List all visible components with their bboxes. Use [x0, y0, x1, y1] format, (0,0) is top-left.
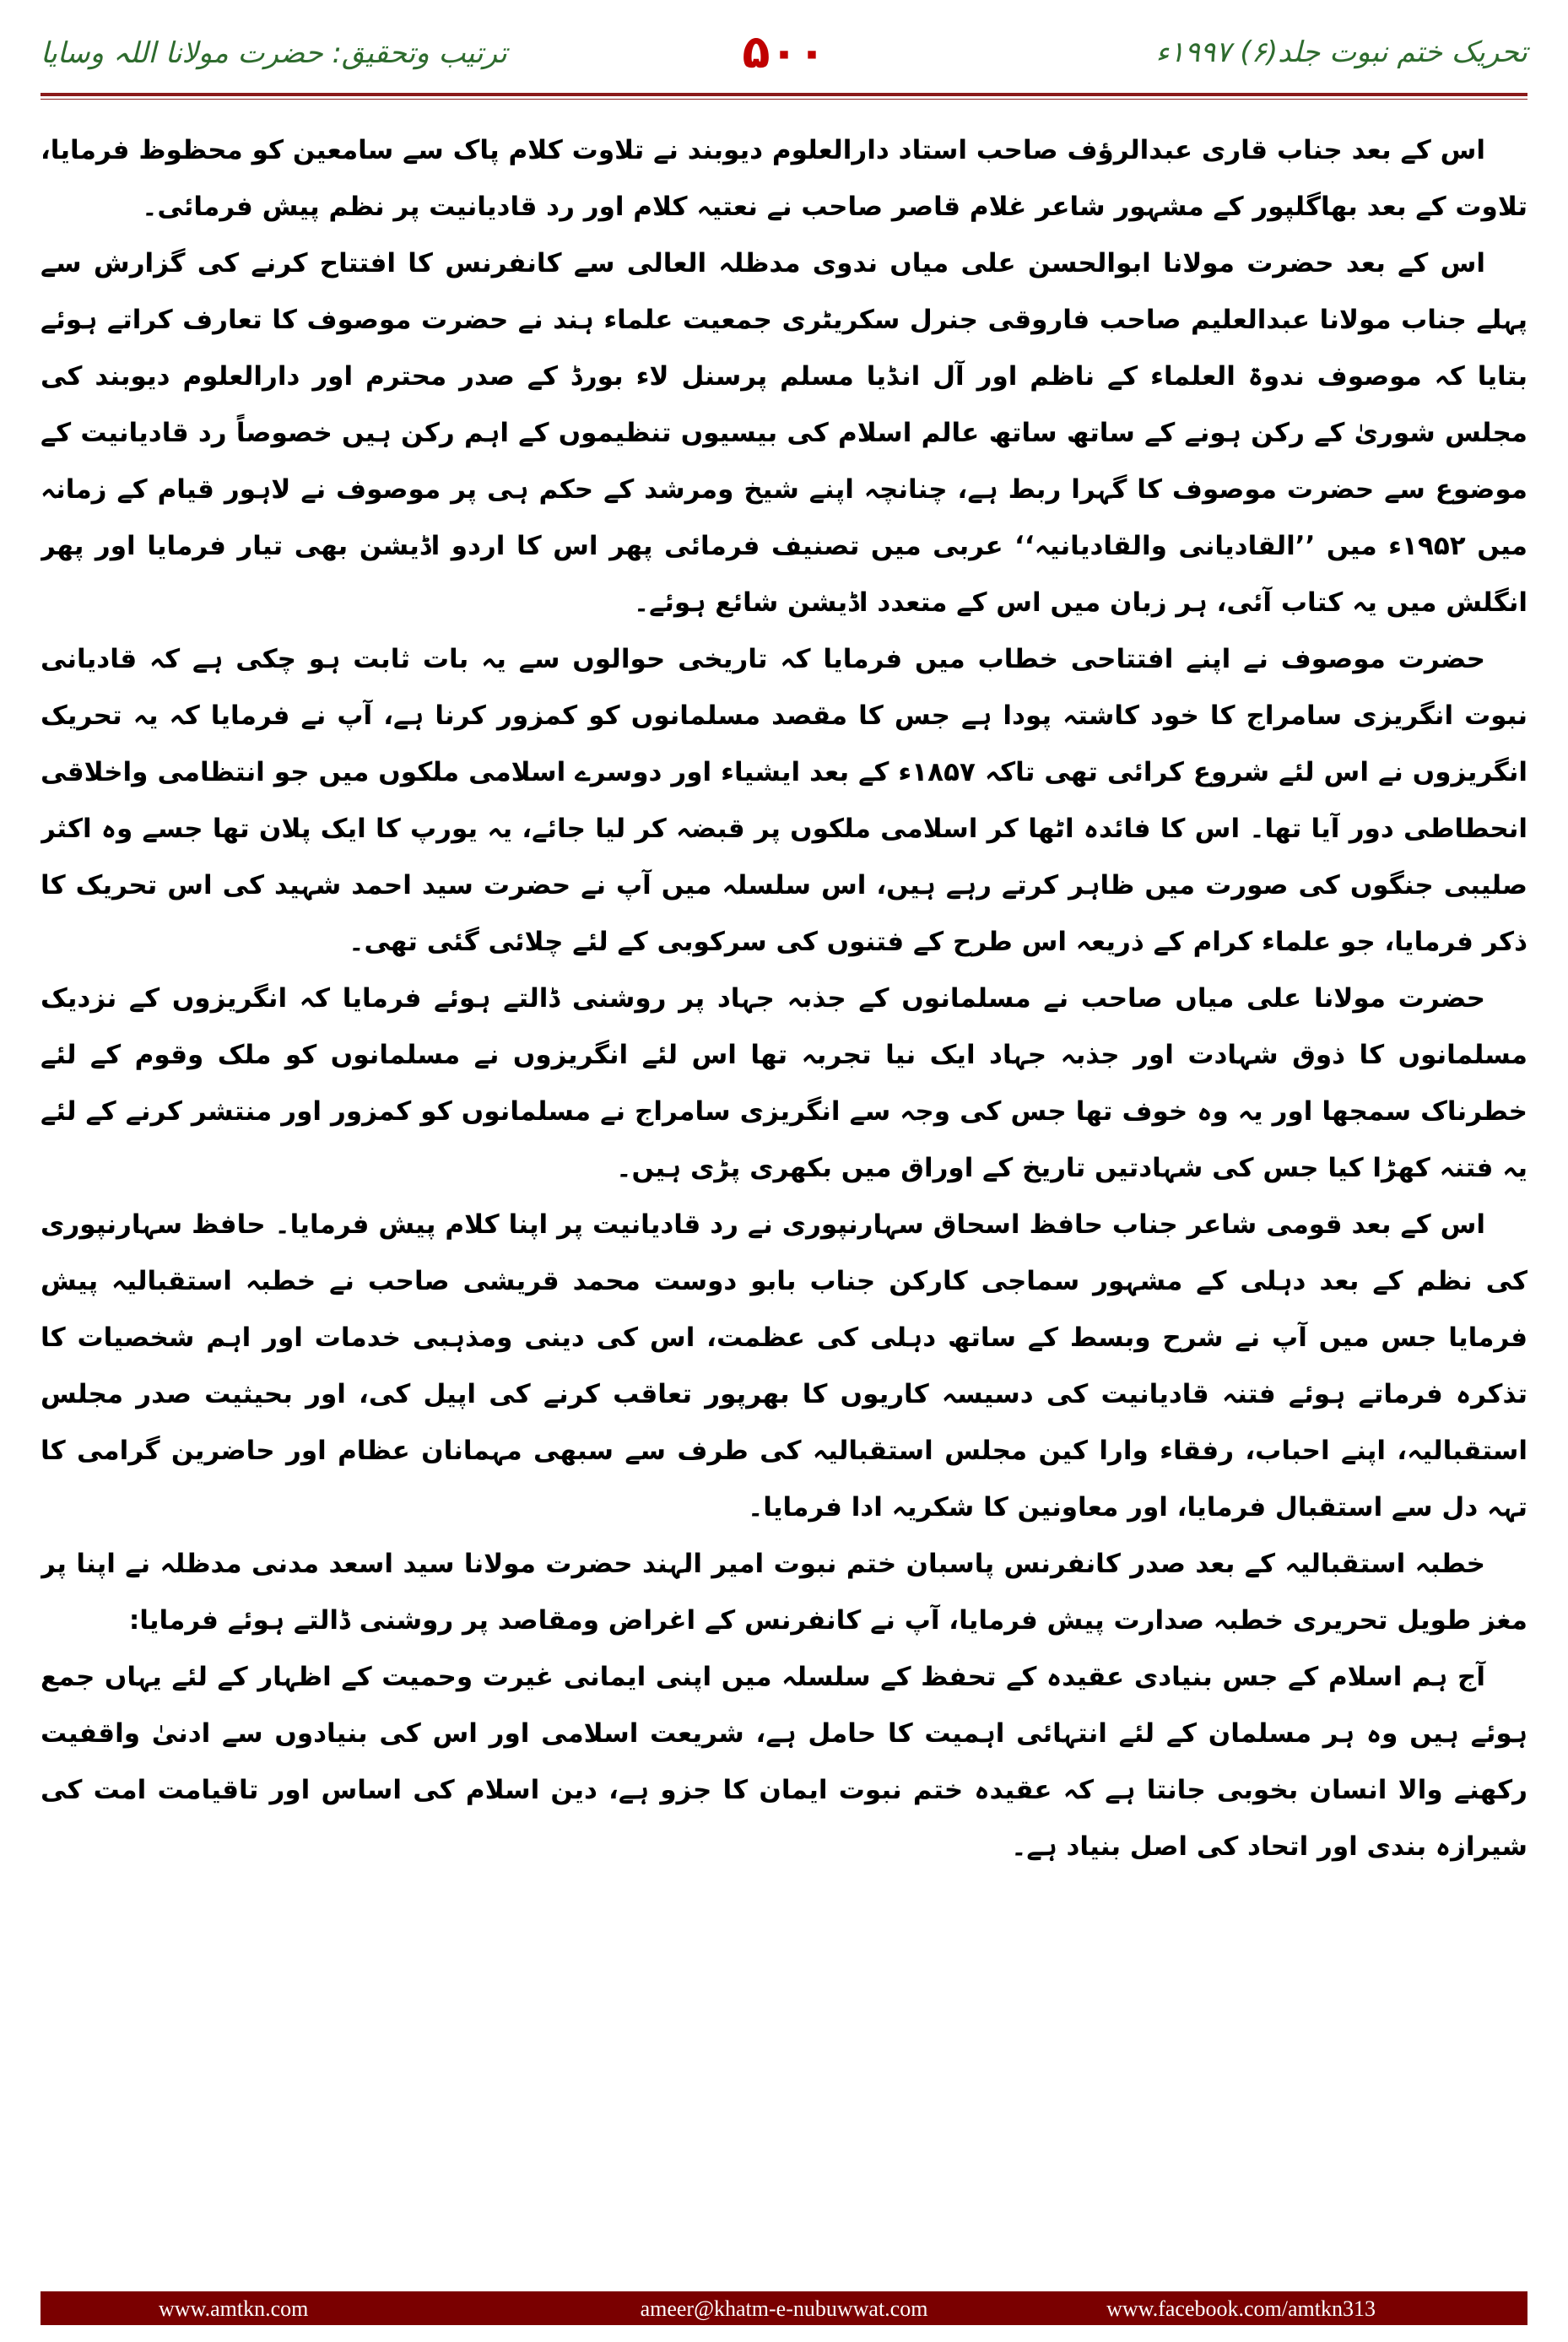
- header-compiler: ترتیب وتحقیق: حضرت مولانا اللہ وسایا: [41, 36, 507, 70]
- paragraph: اس کے بعد قومی شاعر جناب حافظ اسحاق سہارنپوری نے رد قادیانیت پر اپنا کلام پیش فرمایا۔ حافظ سہارنپوری کی نظم کے بعد دہلی کے مشہور سماجی کارکن جناب بابو دوست محمد قریشی صاحب نے خطبہ استقبالیہ پیش فرمایا جس میں آپ نے شرح وبسط کے ساتھ دہلی کی عظمت، اس کی دینی ومذہبی خدمات اور اہم شخصیات کا تذکرہ فرماتے ہوئے فتنہ قادیانیت کی دسیسہ کاریوں کا بھرپور تعاقب کرنے کی اپیل کی، اور بحیثیت صدر مجلس استقبالیہ، اپنے احباب، رفقاء وارا کین مجلس استقبالیہ کی طرف سے سبھی مہمانان عظام اور حاضرین گرامی کا تہہ دل سے استقبال فرمایا، اور معاونین کا شکریہ ادا فرمایا۔: [41, 1209, 1527, 1523]
- paragraph: حضرت مولانا علی میاں صاحب نے مسلمانوں کے جذبہ جہاد پر روشنی ڈالتے ہوئے فرمایا کہ انگریزوں کے نزدیک مسلمانوں کا ذوق شہادت اور جذبہ جہاد ایک نیا تجربہ تھا اس لئے انگریزوں نے مسلمانوں کو ملک وقوم کے لئے خطرناک سمجھا اور یہ وہ خوف تھا جس کی وجہ سے انگریزی سامراج نے مسلمانوں کو کمزور اور منتشر کرنے کے لئے یہ فتنہ کھڑا کیا جس کی شہادتیں تاریخ کے اوراق میں بکھری پڑی ہیں۔: [41, 983, 1527, 1183]
- body-text: [41, 122, 1527, 2258]
- footer-website-link[interactable]: www.amtkn.com: [159, 2296, 309, 2321]
- header-book-title: تحریک ختم نبوت جلد(۶) ۱۹۹۷ء: [1155, 35, 1527, 69]
- page-footer: [41, 2291, 1527, 2325]
- paragraph: خطبہ استقبالیہ کے بعد صدر کانفرنس پاسبان ختم نبوت امیر الہند حضرت مولانا سید اسعد مدنی مدظلہ نے اپنا پر مغز طویل تحریری خطبہ صدارت پیش فرمایا، آپ نے کانفرنس کے اغراض ومقاصد پر روشنی ڈالتے ہوئے فرمایا:: [41, 1549, 1527, 1636]
- footer-email-link[interactable]: ameer@khatm-e-nubuwwat.com: [640, 2296, 928, 2321]
- header-divider: [41, 93, 1527, 96]
- header-divider-thin: [41, 99, 1527, 100]
- page-header: [41, 25, 1527, 84]
- page-number: ۵۰۰: [742, 25, 826, 78]
- paragraph: آج ہم اسلام کے جس بنیادی عقیدہ کے تحفظ کے سلسلہ میں اپنی ایمانی غیرت وحمیت کے اظہار کے لئے یہاں جمع ہوئے ہیں وہ ہر مسلمان کے لئے انتہائی اہمیت کا حامل ہے، شریعت اسلامی اور اس کی بنیادوں سے ادنیٰ واقفیت رکھنے والا انسان بخوبی جانتا ہے کہ عقیدہ ختم نبوت ایمان کا جزو ہے، دین اسلام کی اساس اور تاقیامت امت کی شیرازہ بندی اور اتحاد کی اصل بنیاد ہے۔: [41, 1662, 1527, 1862]
- paragraph: حضرت موصوف نے اپنے افتتاحی خطاب میں فرمایا کہ تاریخی حوالوں سے یہ بات ثابت ہو چکی ہے کہ قادیانی نبوت انگریزی سامراج کا خود کاشتہ پودا ہے جس کا مقصد مسلمانوں کو کمزور کرنا ہے، آپ نے فرمایا کہ یہ تحریک انگریزوں نے اس لئے شروع کرائی تھی تاکہ ۱۸۵۷ء کے بعد ایشیاء اور دوسرے اسلامی ملکوں میں جو انتظامی واخلاقی انحطاطی دور آیا تھا۔ اس کا فائدہ اٹھا کر اسلامی ملکوں پر قبضہ کر لیا جائے، یہ یورپ کا ایک پلان تھا جسے وہ اکثر صلیبی جنگوں کی صورت میں ظاہر کرتے رہے ہیں، اس سلسلہ میں آپ نے حضرت سید احمد شہید کی اس تحریک کا ذکر فرمایا، جو علماء کرام کے ذریعہ اس طرح کے فتنوں کی سرکوبی کے لئے چلائی گئی تھی۔: [41, 644, 1527, 957]
- paragraph: اس کے بعد جناب قاری عبدالرؤف صاحب استاد دارالعلوم دیوبند نے تلاوت کلام پاک سے سامعین کو محظوظ فرمایا، تلاوت کے بعد بھاگلپور کے مشہور شاعر غلام قاصر صاحب نے نعتیہ کلام اور رد قادیانیت پر نظم پیش فرمائی۔: [41, 135, 1527, 222]
- paragraph: اس کے بعد حضرت مولانا ابوالحسن علی میاں ندوی مدظلہ العالی سے کانفرنس کا افتتاح کرنے کی گزارش سے پہلے جناب مولانا عبدالعلیم صاحب فاروقی جنرل سکریٹری جمعیت علماء ہند نے حضرت موصوف کا تعارف کراتے ہوئے بتایا کہ موصوف ندوۃ العلماء کے ناظم اور آل انڈیا مسلم پرسنل لاء بورڈ کے صدر محترم اور دارالعلوم دیوبند کی مجلس شوریٰ کے رکن ہونے کے ساتھ ساتھ عالم اسلام کی بیسیوں تنظیموں کے اہم رکن ہیں خصوصاً رد قادیانیت کے موضوع سے حضرت موصوف کا گہرا ربط ہے، چنانچہ اپنے شیخ ومرشد کے حکم ہی پر موصوف نے لاہور قیام کے زمانہ میں ۱۹۵۲ء میں ’’القادیانی والقادیانیہ‘‘ عربی میں تصنیف فرمائی پھر اس کا اردو اڈیشن بھی تیار فرمایا اور پھر انگلش میں یہ کتاب آئی، ہر زبان میں اس کے متعدد اڈیشن شائع ہوئے۔: [41, 248, 1527, 618]
- footer-facebook-link[interactable]: www.facebook.com/amtkn313: [1106, 2296, 1376, 2321]
